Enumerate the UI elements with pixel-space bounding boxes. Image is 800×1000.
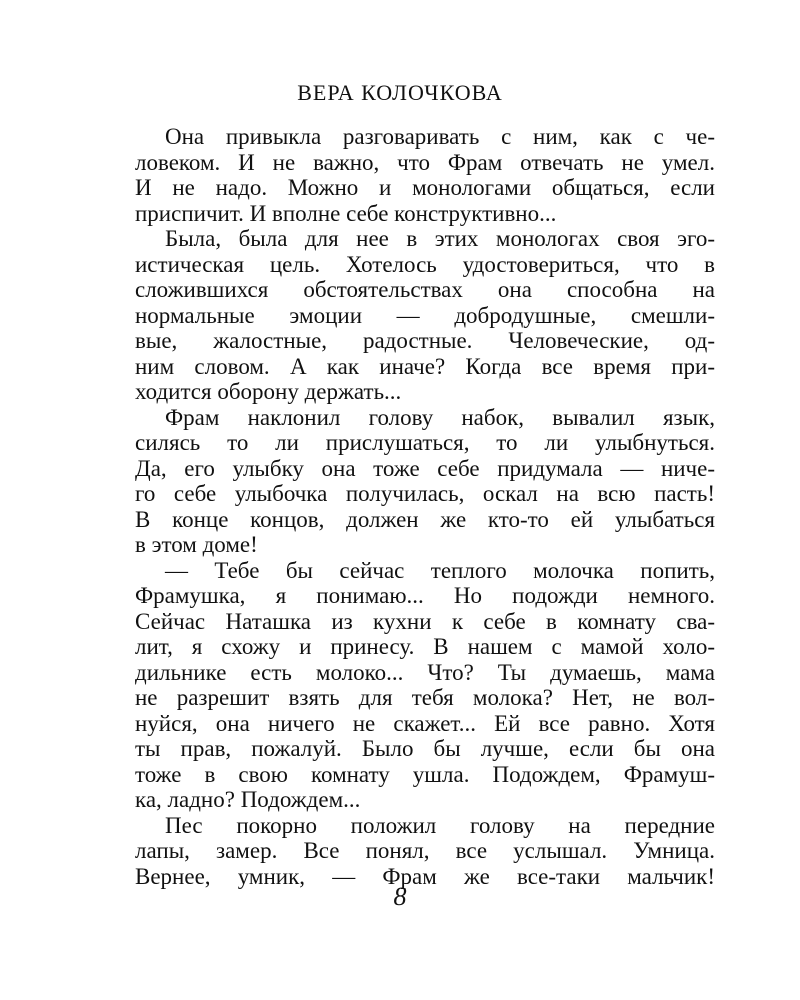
text-line: Вернее, умник, — Фрам же все-таки мальчик! [135,863,715,889]
text-line: Фрамушка, я понимаю... Но подожди немного. [135,583,715,608]
text-line: ходится оборону держать... [135,379,402,404]
text-line: силясь то ли прислушаться, то ли улыбнуться. [135,430,715,455]
text-line: Сейчас Наташка из кухни к себе в комнату сва- [135,608,715,634]
text-line: не разрешит взять для тебя молока? Нет, не вол- [135,685,715,710]
text-line: И не надо. Можно и монологами общаться, если [135,175,715,200]
text-line: В конце концов, должен же кто-то ей улыбаться [135,506,715,532]
text-line: вые, жалостные, радостные. Человеческие, од- [135,328,715,353]
text-line: ка, ладно? Подождем... [135,787,361,812]
text-line: Фрам наклонил голову набок, вывалил язык, [165,404,715,430]
text-line: — Тебе бы сейчас теплого молочка попить, [165,557,715,583]
text-line: приспичит. И вполне себе конструктивно... [135,200,557,226]
text-line: Да, его улыбку она тоже себе придумала — ниче- [135,455,715,481]
text-line: ты прав, пожалуй. Было бы лучше, если бы она [135,736,715,761]
running-head-author: ВЕРА КОЛОЧКОВА [297,80,503,105]
text-line: го себе улыбочка получилась, оскал на всю пасть! [135,481,715,506]
text-line: ловеком. И не важно, что Фрам отвечать не умел. [135,149,715,175]
text-line: нормальные эмоции — добродушные, смешли- [135,302,715,328]
text-line: Пес покорно положил голову на передние [165,812,715,838]
text-line: Она привыкла разговаривать с ним, как с че- [165,124,715,149]
text-line: тоже в свою комнату ушла. Подождем, Фрамуш- [135,761,715,787]
text-line: лит, я схожу и принесу. В нашем с мамой холо- [135,634,715,659]
body-text [135,124,715,889]
text-line: нуйся, она ничего не скажет... Ей все равно. Хотя [135,710,715,736]
page-number: 8 [393,882,407,911]
text-line: сложившихся обстоятельствах она способна на [135,277,715,302]
text-line: Была, была для нее в этих монологах своя эго- [165,226,715,251]
text-line: в этом доме! [135,532,258,557]
text-line: истическая цель. Хотелось удостовериться, что в [135,251,715,277]
text-line: ним словом. А как иначе? Когда все время при- [135,353,715,379]
text-line: дильнике есть молоко... Что? Ты думаешь, мама [135,659,715,685]
text-line: лапы, замер. Все понял, все услышал. Умница. [135,838,715,863]
